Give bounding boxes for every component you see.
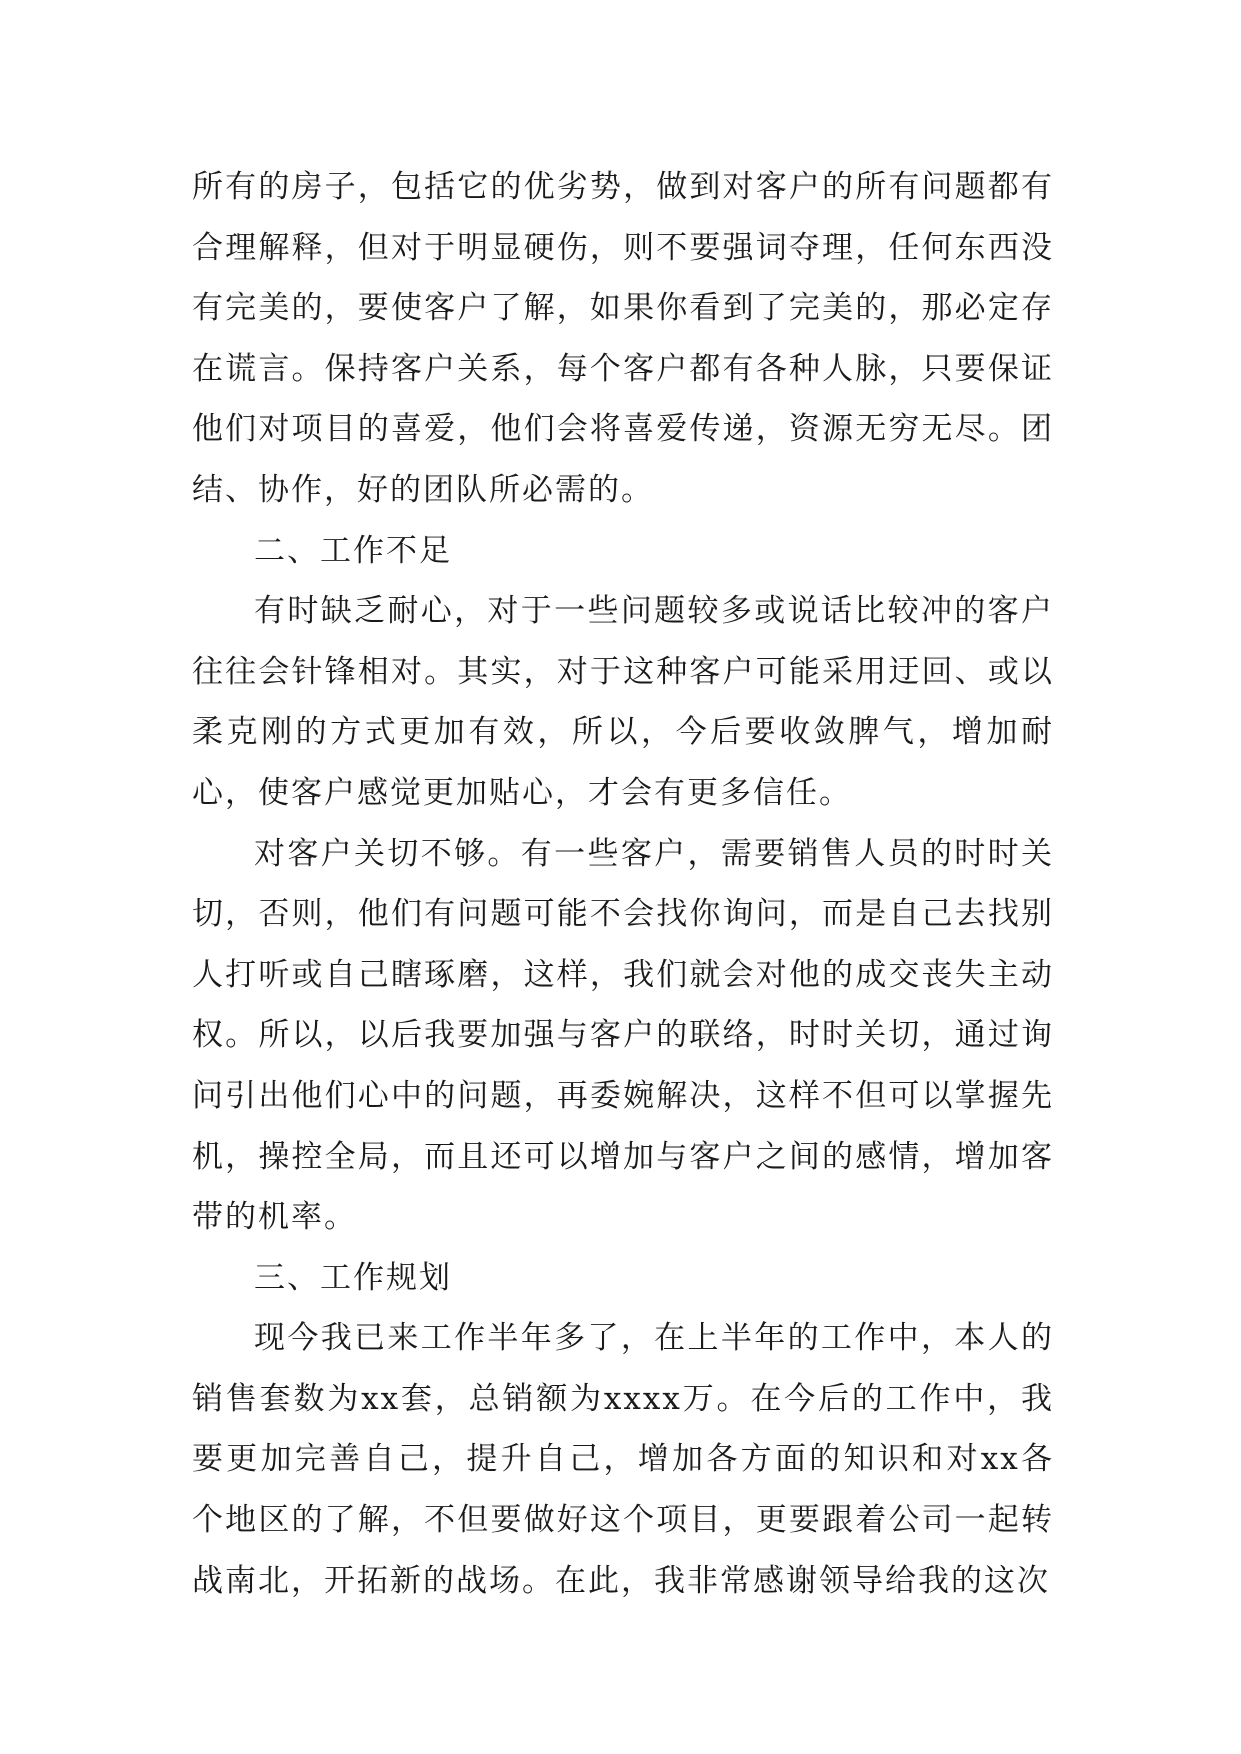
section-heading-work-plan: 三、工作规划 xyxy=(254,1259,452,1296)
paragraph-work-plan: 现今我已来工作半年多了，在上半年的工作中，本人的销售套数为xx套，总销额为xxxx万。在今后的工作中，我要更加完善自己，提升自己，增加各方面的知识和对xx各个地区的了解，不但要做好这个项目，更要跟着公司一起转战南北，开拓新的战场。在此，我非常感谢领导给我的这次 xyxy=(192,1320,1054,1599)
section-heading-shortcomings: 二、工作不足 xyxy=(254,532,452,569)
paragraph-patience: 有时缺乏耐心，对于一些问题较多或说话比较冲的客户往往会针锋相对。其实，对于这种客户可能采用迂回、或以柔克刚的方式更加有效，所以，今后要收敛脾气，增加耐心，使客户感觉更加贴心，才会有更多信任。 xyxy=(192,593,1054,811)
paragraph-customer-care: 对客户关切不够。有一些客户，需要销售人员的时时关切，否则，他们有问题可能不会找你询问，而是自己去找别人打听或自己瞎琢磨，这样，我们就会对他的成交丧失主动权。所以，以后我要加强与客户的联络，时时关切，通过询问引出他们心中的问题，再委婉解决，这样不但可以掌握先机，操控全局，而且还可以增加与客户之间的感情，增加客带的机率。 xyxy=(192,835,1054,1236)
document-body xyxy=(192,157,1054,1611)
paragraph-continuation: 所有的房子，包括它的优劣势，做到对客户的所有问题都有合理解释，但对于明显硬伤，则不要强词夺理，任何东西没有完美的，要使客户了解，如果你看到了完美的，那必定存在谎言。保持客户关系，每个客户都有各种人脉，只要保证他们对项目的喜爱，他们会将喜爱传递，资源无穷无尽。团结、协作，好的团队所必需的。 xyxy=(192,169,1054,508)
